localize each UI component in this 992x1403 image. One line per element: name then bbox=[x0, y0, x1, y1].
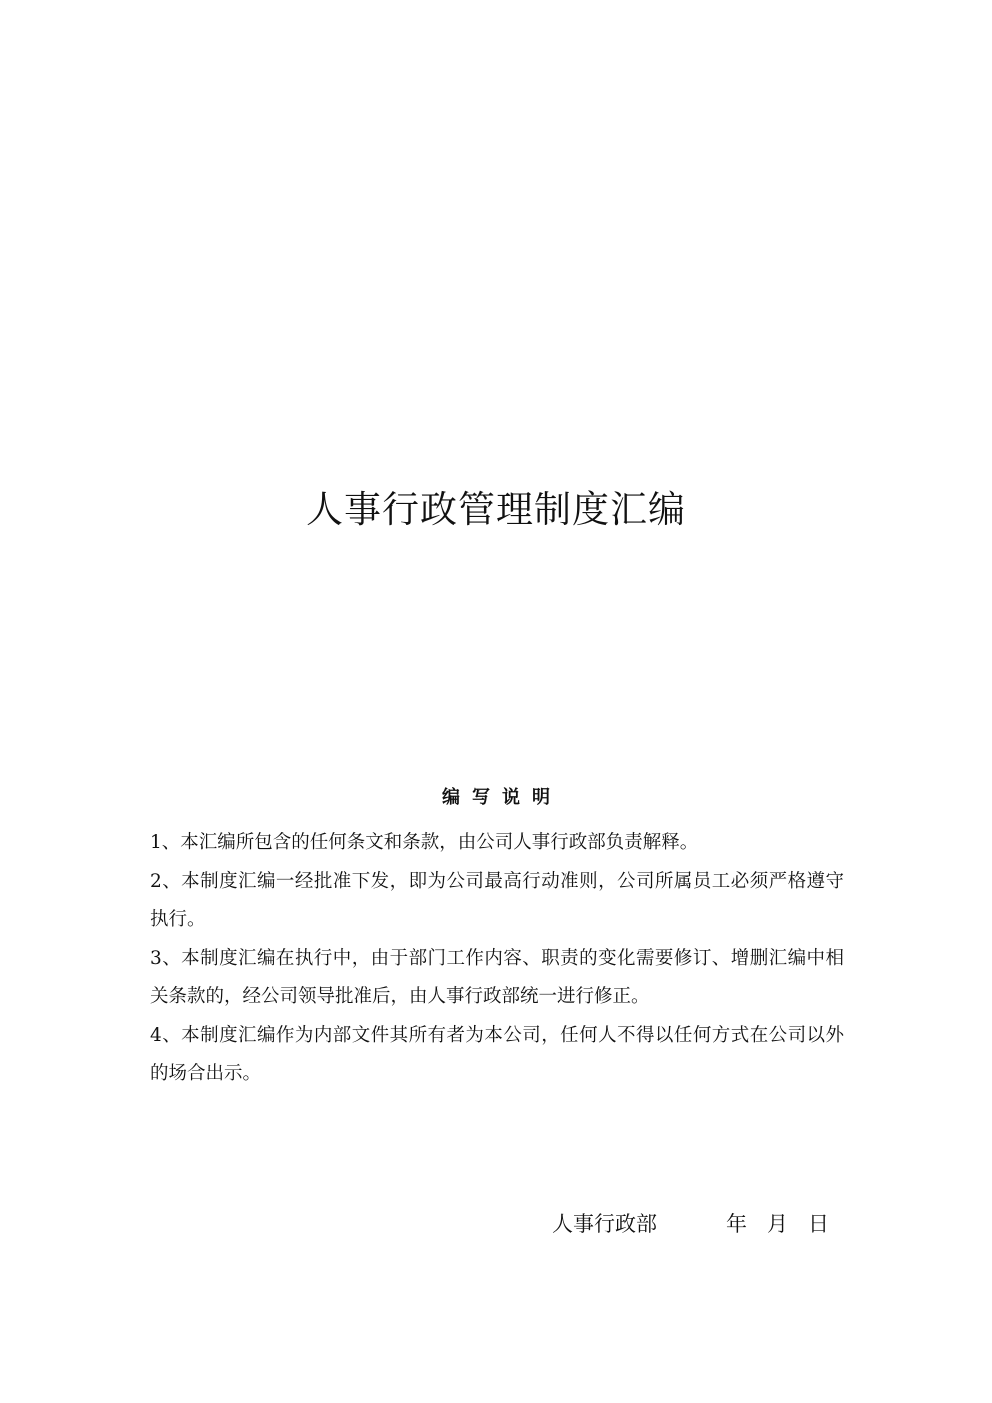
note-item-2: 2、本制度汇编一经批准下发，即为公司最高行动准则，公司所属员工必须严格遵守执行。 bbox=[150, 870, 844, 930]
signature-department: 人事行政部 bbox=[552, 1212, 657, 1236]
document-title: 人事行政管理制度汇编 bbox=[306, 488, 686, 531]
notes-heading: 编写说明 bbox=[442, 787, 562, 808]
notes-list bbox=[150, 824, 844, 1094]
signature-date: 年 月 日 bbox=[726, 1212, 830, 1236]
note-item-4: 4、本制度汇编作为内部文件其所有者为本公司，任何人不得以任何方式在公司以外的场合出示。 bbox=[150, 1024, 844, 1084]
signature-block bbox=[552, 1208, 852, 1240]
note-item-3: 3、本制度汇编在执行中，由于部门工作内容、职责的变化需要修订、增删汇编中相关条款的，经公司领导批准后，由人事行政部统一进行修正。 bbox=[150, 947, 844, 1007]
note-item-1: 1、本汇编所包含的任何条文和条款，由公司人事行政部负责解释。 bbox=[150, 832, 699, 853]
